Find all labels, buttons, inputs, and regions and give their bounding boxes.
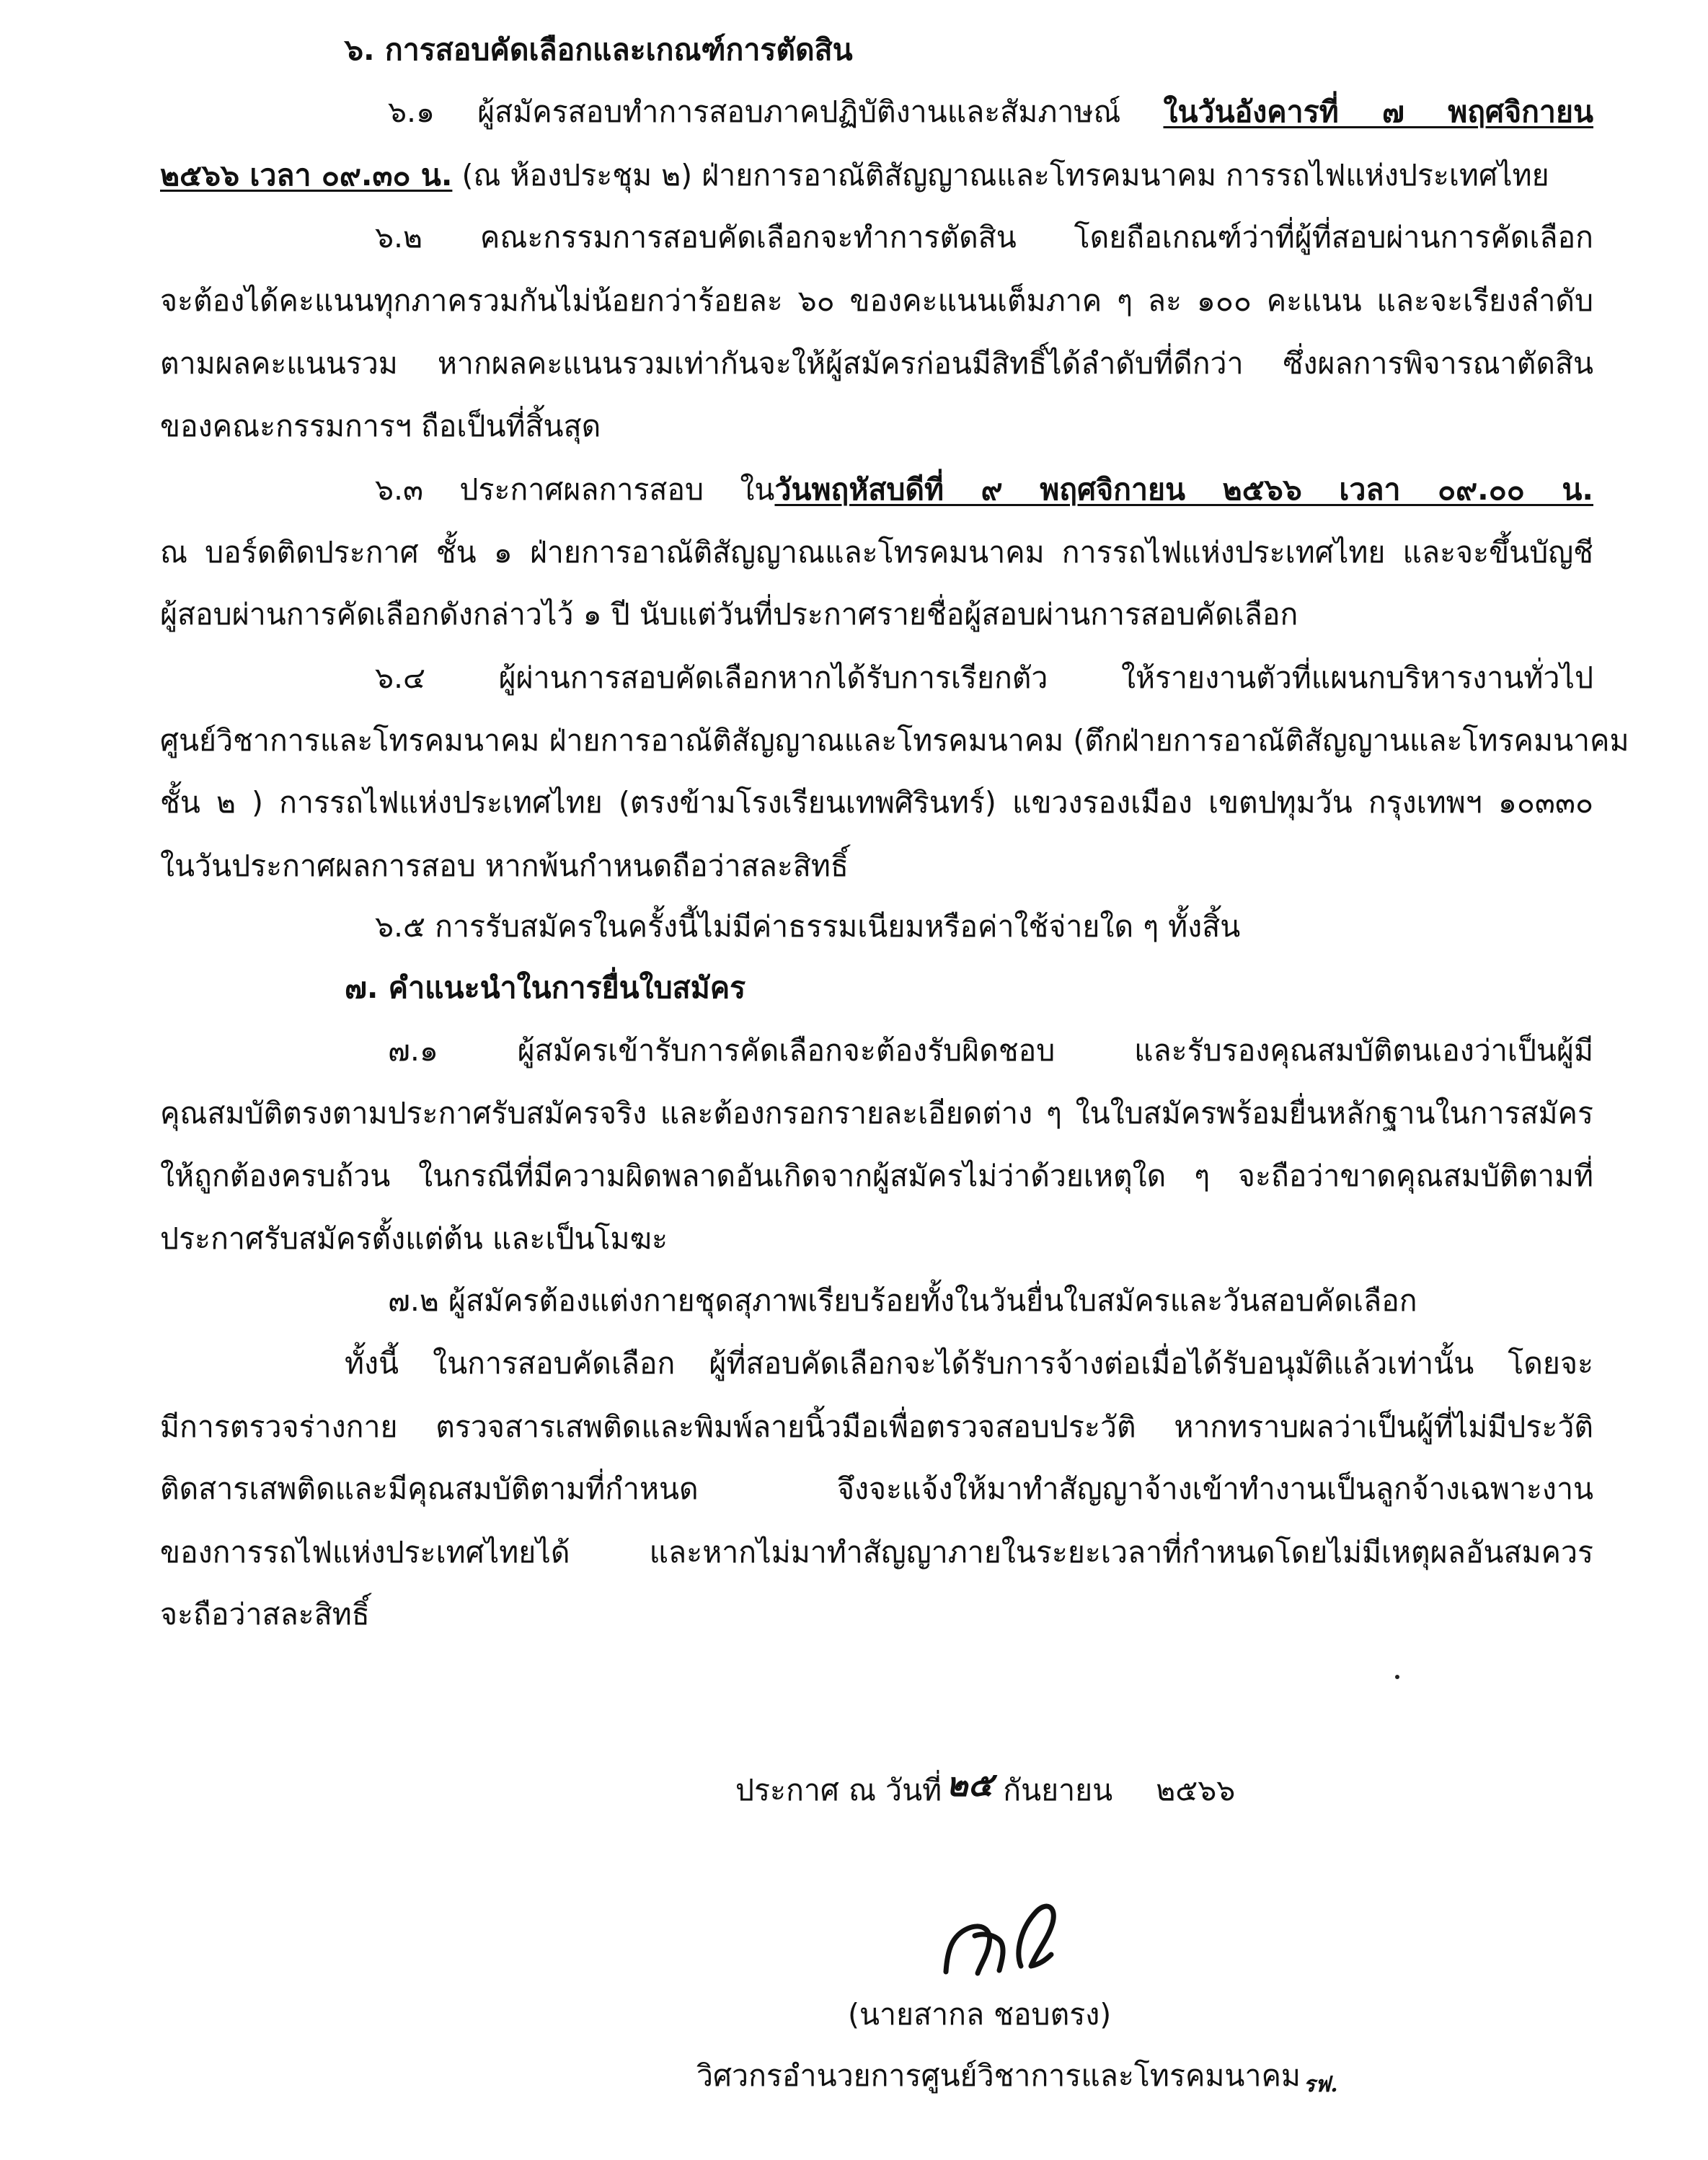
signatory-title-text: วิศวกรอำนวยการศูนย์วิชาการและโทรคมนาคม — [696, 2058, 1301, 2093]
closing-line-2: มีการตรวจร่างกาย ตรวจสารเสพติดและพิมพ์ลายนิ้วมือเพื่อตรวจสอบประวัติ หากทราบผลว่าเป็นผู้ที่ไม่มีประวัติ — [160, 1409, 1593, 1444]
para-6-2-line-1: ๖.๒ คณะกรรมการสอบคัดเลือกจะทำการตัดสิน โดยถือเกณฑ์ว่าที่ผู้ที่สอบผ่านการคัดเลือก — [375, 220, 1593, 254]
announce-date — [735, 1765, 1236, 1811]
para-6-3-line-3: ผู้สอบผ่านการคัดเลือกดังกล่าวไว้ ๑ ปี นับแต่วันที่ประกาศรายชื่อผู้สอบผ่านการสอบคัดเลือก — [160, 597, 1298, 632]
stray-mark — [1395, 1675, 1399, 1679]
para-6-3-line-1 — [375, 469, 1593, 510]
para-6-1-text: ๖.๑ ผู้สมัครสอบทำการสอบภาคปฏิบัติงานและสัมภาษณ์ — [388, 94, 1164, 129]
closing-line-1: ทั้งนี้ ในการสอบคัดเลือก ผู้ที่สอบคัดเลือกจะได้รับการจ้างต่อเมื่อได้รับอนุมัติแล้วเท่านั้น โดยจะ — [345, 1346, 1593, 1381]
para-6-4-line-3: ชั้น ๒ ) การรถไฟแห่งประเทศไทย (ตรงข้ามโรงเรียนเทพศิรินทร์) แขวงรองเมือง เขตปทุมวัน กรุงเทพฯ ๑๐๓๓๐ — [160, 785, 1593, 820]
closing-line-3: ติดสารเสพติดและมีคุณสมบัติตามที่กำหนด จึงจะแจ้งให้มาทำสัญญาจ้างเข้าทำงานเป็นลูกจ้างเฉพาะงาน — [160, 1471, 1593, 1506]
initials-mark: รฟ. — [1303, 2072, 1338, 2097]
announce-prefix: ประกาศ ณ วันที่ — [735, 1773, 942, 1807]
signatory-name: (นายสากล ชอบตรง) — [848, 1997, 1112, 2032]
para-6-2-line-2: จะต้องได้คะแนนทุกภาครวมกันไม่น้อยกว่าร้อยละ ๖๐ ของคะแนนเต็มภาค ๆ ละ ๑๐๐ คะแนน และจะเรียงลำดับ — [160, 283, 1593, 318]
para-6-3-line-2: ณ บอร์ดติดประกาศ ชั้น ๑ ฝ่ายการอาณัติสัญญาณและโทรคมนาคม การรถไฟแห่งประเทศไทย และจะขึ้นบัญชี — [160, 535, 1593, 570]
para-6-1-line-2 — [160, 154, 1549, 196]
result-date: วันพฤหัสบดีที่ ๙ พฤศจิกายน ๒๕๖๖ เวลา ๐๙.๐๐ น. — [774, 472, 1593, 507]
signature-stroke-1 — [946, 1926, 1003, 1973]
exam-location: (ณ ห้องประชุม ๒) ฝ่ายการอาณัติสัญญาณและโทรคมนาคม การรถไฟแห่งประเทศไทย — [452, 158, 1549, 192]
signature — [930, 1885, 1067, 1986]
para-7-2: ๗.๒ ผู้สมัครต้องแต่งกายชุดสุภาพเรียบร้อยทั้งในวันยื่นใบสมัครและวันสอบคัดเลือก — [388, 1283, 1417, 1318]
para-7-1-line-3: ให้ถูกต้องครบถ้วน ในกรณีที่มีความผิดพลาดอันเกิดจากผู้สมัครไม่ว่าด้วยเหตุใด ๆ จะถือว่าขาดคุณสมบัติตามที่ — [160, 1159, 1593, 1193]
exam-time: ๒๕๖๖ เวลา ๐๙.๓๐ น. — [160, 158, 453, 192]
signatory-title — [696, 2055, 1338, 2100]
exam-date: ในวันอังคารที่ ๗ พฤศจิกายน — [1163, 94, 1593, 129]
signature-stroke-2 — [1019, 1906, 1053, 1966]
para-6-4-line-1: ๖.๔ ผู้ผ่านการสอบคัดเลือกหากได้รับการเรียกตัว ให้รายงานตัวที่แผนกบริหารงานทั่วไป — [375, 660, 1593, 695]
para-7-1-line-2: คุณสมบัติตรงตามประกาศรับสมัครจริง และต้องกรอกรายละเอียดต่าง ๆ ในใบสมัครพร้อมยื่นหลักฐานในการสมัคร — [160, 1096, 1593, 1130]
announce-year: ๒๕๖๖ — [1156, 1773, 1236, 1807]
announce-day: ๒๕ — [946, 1765, 994, 1804]
para-6-4-line-2: ศูนย์วิชาการและโทรคมนาคม ฝ่ายการอาณัติสัญญาณและโทรคมนาคม (ตึกฝ่ายการอาณัติสัญญานและโทรคมนาคม — [160, 723, 1629, 758]
para-6-1-line-1 — [388, 91, 1593, 133]
section-6-heading: ๖. การสอบคัดเลือกและเกณฑ์การตัดสิน — [345, 32, 853, 67]
para-7-1-line-4: ประกาศรับสมัครตั้งแต่ต้น และเป็นโมฆะ — [160, 1221, 668, 1256]
para-6-3-text: ๖.๓ ประกาศผลการสอบ ใน — [375, 472, 775, 507]
para-6-5: ๖.๕ การรับสมัครในครั้งนี้ไม่มีค่าธรรมเนียมหรือค่าใช้จ่ายใด ๆ ทั้งสิ้น — [375, 909, 1241, 944]
announce-month: กันยายน — [1003, 1773, 1113, 1807]
closing-line-5: จะถือว่าสละสิทธิ์ — [160, 1597, 370, 1632]
para-6-2-line-3: ตามผลคะแนนรวม หากผลคะแนนรวมเท่ากันจะให้ผู้สมัครก่อนมีสิทธิ์ได้ลำดับที่ดีกว่า ซึ่งผลการพิจารณาตัดสิน — [160, 346, 1593, 381]
para-6-4-line-4: ในวันประกาศผลการสอบ หากพ้นกำหนดถือว่าสละสิทธิ์ — [160, 849, 849, 883]
section-7-heading: ๗. คำแนะนำในการยื่นใบสมัคร — [345, 970, 746, 1005]
para-7-1-line-1: ๗.๑ ผู้สมัครเข้ารับการคัดเลือกจะต้องรับผิดชอบ และรับรองคุณสมบัติตนเองว่าเป็นผู้มี — [388, 1033, 1593, 1068]
closing-line-4: ของการรถไฟแห่งประเทศไทยได้ และหากไม่มาทำสัญญาภายในระยะเวลาที่กำหนดโดยไม่มีเหตุผลอันสมควร — [160, 1535, 1593, 1570]
para-6-2-line-4: ของคณะกรรมการฯ ถือเป็นที่สิ้นสุด — [160, 409, 601, 443]
